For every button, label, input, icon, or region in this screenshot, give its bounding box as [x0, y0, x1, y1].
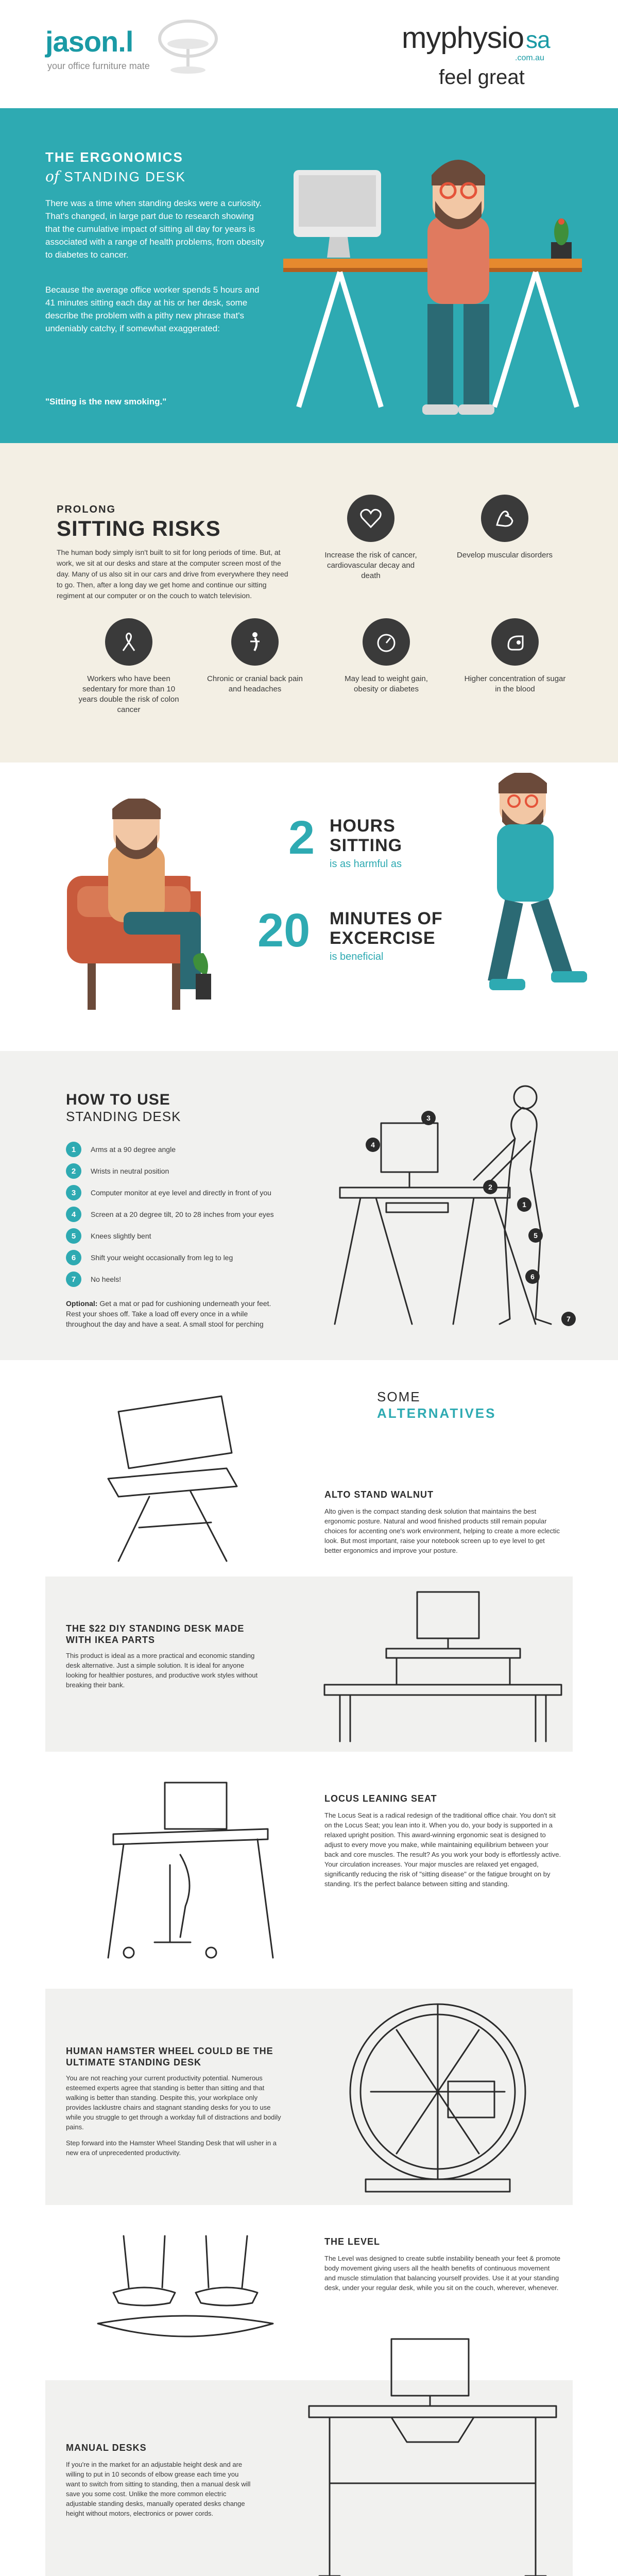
partner-domain: .com.au	[515, 54, 544, 62]
partner-slogan: feel great	[439, 66, 525, 89]
balance-board-illustration	[77, 2226, 294, 2360]
brand-tagline: your office furniture mate	[47, 61, 150, 71]
alt-item-text: The Locus Seat is a radical redesign of the traditional office chair. You don't sit on the Locus Seat; you lean into it. When you do, your body is supported in a relaxed upright position. This award-winning ergonomic seat is designed to adjust to every move you make, while maintaining equilibrium between your back and core muscles. The result? As you work your body is effortlessly active. Your circulation increases. Your major muscles are relaxed yet engaged, significantly reducing the risk of "sitting disease" or the fatigue brought on by standing. It's the perfect balance between sitting and standing.	[324, 1811, 561, 1888]
muscle-arm-icon	[481, 495, 528, 542]
howto-step: 2 Wrists in neutral position	[66, 1163, 169, 1179]
sitting-hours-number: 2	[288, 811, 315, 864]
chair-logo-icon	[154, 15, 221, 77]
risk-item-blood-sugar	[464, 618, 566, 694]
intro-quote: "Sitting is the new smoking."	[45, 397, 167, 406]
alt-item-title: MANUAL DESKS	[66, 2443, 147, 2453]
alt-item-title: LOCUS LEANING SEAT	[324, 1793, 437, 1804]
heart-icon	[347, 495, 394, 542]
alternatives-section	[0, 1360, 618, 2576]
risk-label: Workers who have been sedentary for more than 10 years double the risk of colon cancer	[78, 674, 179, 714]
header	[0, 0, 618, 108]
posture-marker: 4	[366, 1138, 380, 1152]
alt-item-text: If you're in the market for an adjustable height desk and are willing to put in 10 seconds of elbow grease each time you want to switch from sitting to standing, then a manual desk will save you some cost. Unlike the more common electric adjustable standing desks, manually operated desks change height without motors, electronics or power cords.	[66, 2461, 251, 2517]
risk-label: May lead to weight gain, obesity or diabetes	[345, 674, 428, 693]
back-pain-icon	[231, 618, 279, 666]
intro-title: THE ERGONOMICS	[45, 149, 183, 165]
exercise-note: is beneficial	[330, 951, 384, 962]
intro-paragraph-2: Because the average office worker spends 5 hours and 41 minutes sitting each day at his or her desk, some describe the problem with a pithy new phrase that's undeniably catchy, if somewhat exaggerated:	[45, 285, 260, 333]
alt-item-title: THE $22 DIY STANDING DESK MADE WITH IKEA PARTS	[66, 1623, 245, 1645]
manual-desk-illustration	[288, 2329, 577, 2576]
posture-marker: 1	[517, 1197, 531, 1212]
posture-marker: 6	[525, 1269, 540, 1284]
jason-l-logo: jason.l	[45, 25, 133, 58]
posture-marker: 7	[561, 1312, 576, 1326]
risk-label: Chronic or cranial back pain and headaches	[207, 674, 303, 693]
alt-item-title: ALTO STAND WALNUT	[324, 1489, 434, 1500]
ikea-desk-illustration	[309, 1582, 566, 1747]
sitting-line-1: HOURS	[330, 816, 396, 836]
howto-step: 7 No heels!	[66, 1272, 121, 1287]
risk-label: Higher concentration of sugar in the blood	[464, 674, 566, 693]
hamster-wheel-illustration	[330, 1994, 546, 2200]
exercise-line-2: EXCERCISE	[330, 928, 436, 948]
exercise-minutes-number: 20	[258, 904, 311, 957]
risk-label: Increase the risk of cancer, cardiovascular decay and death	[324, 551, 417, 580]
risks-kicker: PROLONG	[57, 504, 116, 515]
stats-section	[0, 762, 618, 1051]
sitting-line-2: SITTING	[330, 836, 403, 855]
alt-item-text-2: Step forward into the Hamster Wheel Standing Desk that will usher in a new era of unprecedented productivity.	[66, 2139, 277, 2157]
risks-title: SITTING RISKS	[57, 516, 221, 540]
alt-item-text: The Level was designed to create subtle instability beneath your feet & promote body movement giving users all the health benefits of continuous movement and muscle stimulation that balancing yourself provides. Use it at your standing desk, under your regular desk, while you sit on the couch, wherever, whenever.	[324, 2255, 561, 2292]
risks-body: The human body simply isn't built to sit for long periods of time. But, at work, we sit at our desks and stare at the computer screen most of the day. Many of us also sit in our cars and drive from everywhere they need to go. Then, after a long day we get home and continue our sitting regiment at our computer or on the couch to watch television.	[57, 548, 288, 600]
howto-subtitle: STANDING DESK	[66, 1109, 181, 1124]
howto-step: 1 Arms at a 90 degree angle	[66, 1142, 176, 1157]
posture-marker: 2	[483, 1180, 497, 1194]
howto-step: 5 Knees slightly bent	[66, 1228, 151, 1244]
myphysio-logo: myphysiosa	[402, 21, 550, 55]
sitting-note: is as harmful as	[330, 858, 402, 870]
locus-seat-illustration	[77, 1772, 294, 1968]
posture-marker: 5	[528, 1228, 543, 1243]
risk-item-cancer	[319, 495, 422, 581]
alt-item-title: THE LEVEL	[324, 2236, 381, 2247]
sitting-risks-section	[0, 443, 618, 762]
howto-step: 3 Computer monitor at eye level and directly in front of you	[66, 1185, 271, 1200]
standing-desk-posture-illustration	[319, 1077, 587, 1345]
risk-label: Develop muscular disorders	[457, 551, 553, 560]
howto-title: HOW TO USE	[66, 1091, 170, 1108]
intro-paragraph-1: There was a time when standing desks were a curiosity. That's changed, in large part due to research showing that the cumulative impact of sitting all day for years is associated with a range of health problems, from obesity to diabetes to cancer.	[45, 198, 265, 260]
cancer-ribbon-icon	[105, 618, 152, 666]
walking-man-illustration	[469, 773, 592, 1010]
intro-section	[0, 108, 618, 443]
risk-item-back-pain	[203, 618, 306, 694]
alternatives-title: ALTERNATIVES	[377, 1405, 496, 1421]
sitting-man-illustration	[57, 799, 232, 1020]
risk-item-weight	[335, 618, 438, 694]
posture-marker: 3	[421, 1111, 436, 1125]
howto-optional-note: Optional: Get a mat or pad for cushioning underneath your feet. Rest your shoes off. Take a load off every once in a while throughout the day and have a seat. A small stool for perching	[66, 1299, 271, 1328]
standing-man-illustration	[278, 139, 597, 428]
alternatives-kicker: SOME	[377, 1389, 421, 1404]
alt-item-text: Alto given is the compact standing desk solution that maintains the best ergonomic posture. Natural and wood finished products still remain popular choices for accenting one's work environment, helping to create a more eclectic look. But most important, raise your notebook screen up to eye level to get better ergonomics and improve your posture.	[324, 1507, 560, 1554]
alt-item-text: This product is ideal as a more practical and economic standing desk alternative. Just a simple solution. It is ideal for anyone looking for healthier postures, and productive work styles without breaking their bank.	[66, 1652, 258, 1689]
alt-item-text: You are not reaching your current productivity potential. Numerous esteemed experts agree that standing is better than sitting and that walking is better than standing. Despite this, your workplace only provides lacklustre chairs and stagnant standing desks for you to use while you struggle to get through a workday full of distractions and bodily pains.	[66, 2074, 281, 2131]
risk-item-muscular	[453, 495, 556, 561]
risk-item-colon	[77, 618, 180, 715]
blood-drop-icon	[491, 618, 539, 666]
howto-step: 4 Screen at a 20 degree tilt, 20 to 28 inches from your eyes	[66, 1207, 274, 1222]
how-to-section	[0, 1051, 618, 1360]
intro-subtitle: of STANDING DESK	[45, 168, 186, 185]
scale-icon	[363, 618, 410, 666]
alt-item-title: HUMAN HAMSTER WHEEL COULD BE THE ULTIMATE STANDING DESK	[66, 2046, 273, 2067]
howto-step: 6 Shift your weight occasionally from leg to leg	[66, 1250, 233, 1265]
exercise-line-1: MINUTES OF	[330, 909, 443, 928]
alto-stand-illustration	[88, 1391, 258, 1566]
